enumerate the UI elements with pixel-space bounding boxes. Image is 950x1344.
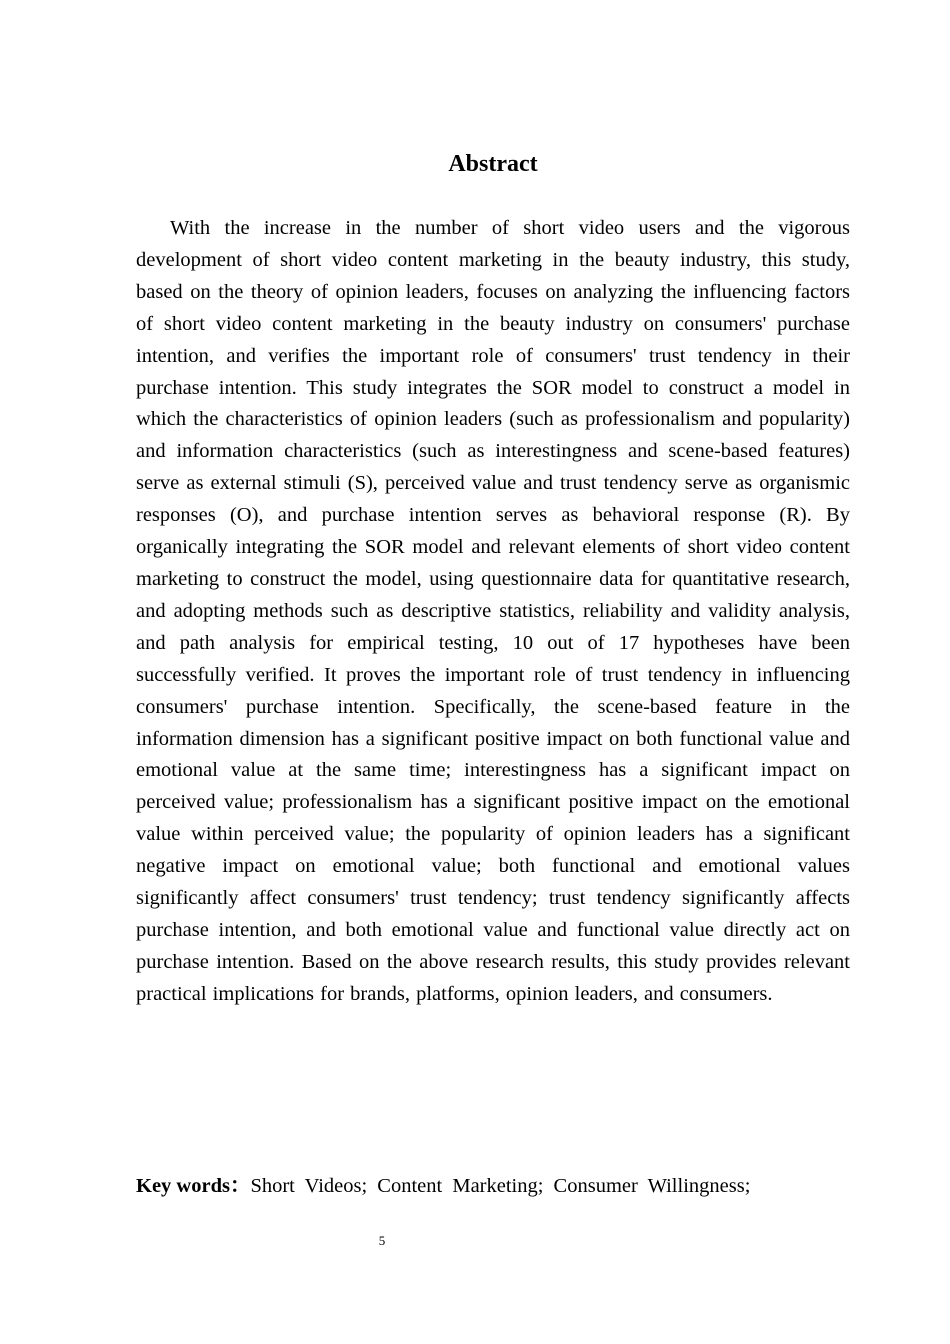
page-number: 5 bbox=[378, 1233, 386, 1248]
keywords-text: Short Videos; Content Marketing; Consumer Willingness; bbox=[250, 1175, 751, 1197]
keywords-label: Key words： bbox=[136, 1175, 251, 1197]
abstract-heading: Abstract bbox=[448, 151, 538, 177]
keywords-line bbox=[136, 1171, 850, 1203]
abstract-paragraph: With the increase in the number of short video users and the vigorous development of short video content marketing in the beauty industry, this study, based on the theory of opinion leaders, focuses on analyzing the influencing factors of short video content marketing in the beauty industry on consumers' purchase intention, and verifies the important role of consumers' trust tendency in their purchase intention. This study integrates the SOR model to construct a model in which the characteristics of opinion leaders (such as professionalism and popularity) and information characteristics (such as interestingness and scene-based features) serve as external stimuli (S), perceived value and trust tendency serve as organismic responses (O), and purchase intention serves as behavioral response (R). By organically integrating the SOR model and relevant elements of short video content marketing to construct the model, using questionnaire data for quantitative research, and adopting methods such as descriptive statistics, reliability and validity analysis, and path analysis for empirical testing, 10 out of 17 hypotheses have been successfully verified. It proves the important role of trust tendency in influencing consumers' purchase intention. Specifically, the scene-based feature in the information dimension has a significant positive impact on both functional value and emotional value at the same time; interestingness has a significant impact on perceived value; professionalism has a significant positive impact on the emotional value within perceived value; the popularity of opinion leaders has a significant negative impact on emotional value; both functional and emotional values significantly affect consumers' trust tendency; trust tendency significantly affects purchase intention, and both emotional value and functional value directly act on purchase intention. Based on the above research results, this study provides relevant practical implications for brands, platforms, opinion leaders, and consumers. bbox=[136, 217, 850, 1005]
